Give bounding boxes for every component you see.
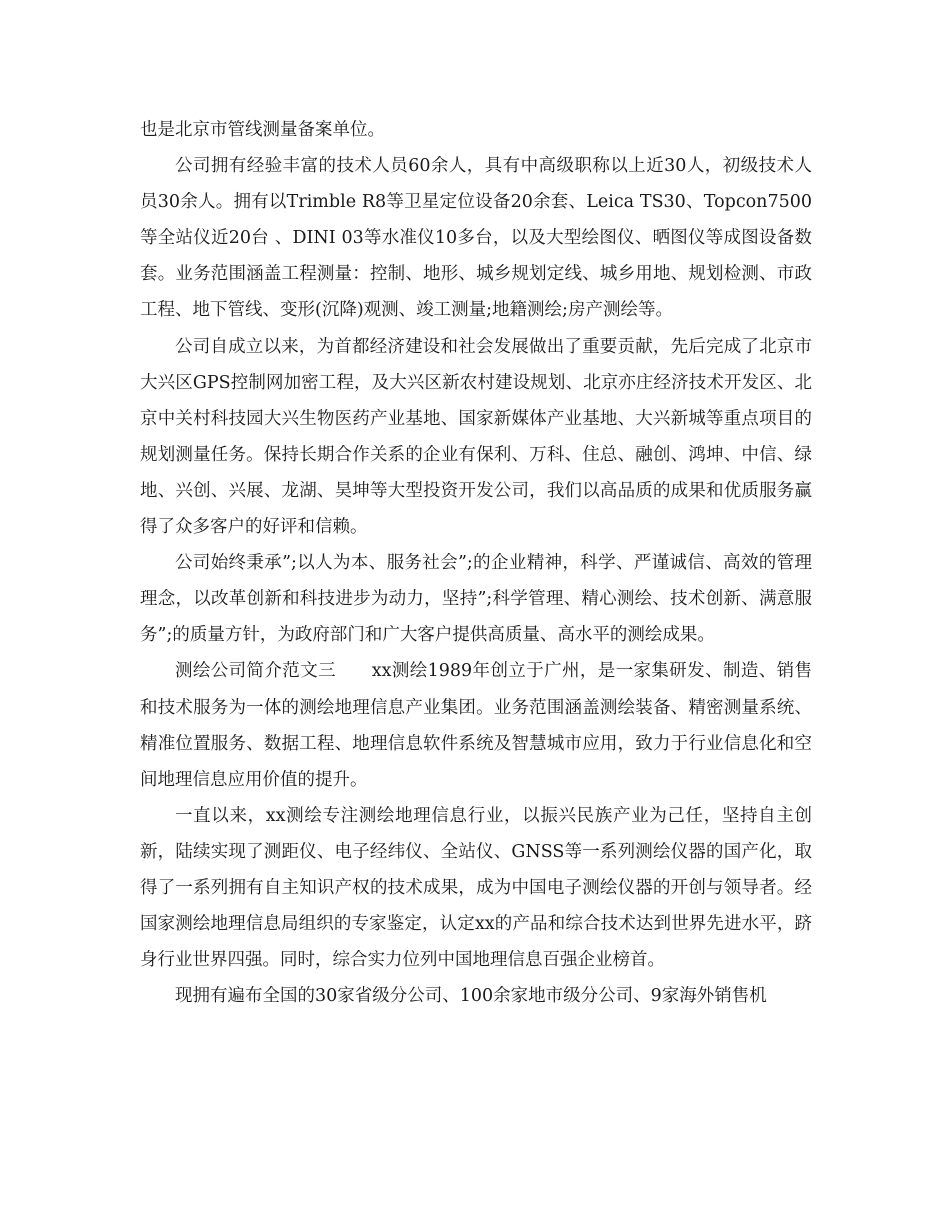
- paragraph-sample-three: 测绘公司简介范文三 xx测绘1989年创立于广州，是一家集研发、制造、销售和技术服务为一体的测绘地理信息产业集团。业务范围涵盖测绘装备、精密测量系统、精准位置服务、数据工程、地理信息软件系统及智慧城市应用，致力于行业信息化和空间地理信息应用价值的提升。: [140, 661, 812, 790]
- document-body: [140, 112, 812, 1014]
- paragraph-innovation: 一直以来，xx测绘专注测绘地理信息行业，以振兴民族产业为己任，坚持自主创新，陆续实现了测距仪、电子经纬仪、全站仪、GNSS等一系列测绘仪器的国产化，取得了一系列拥有自主知识产权的技术成果，成为中国电子测绘仪器的开创与领导者。经国家测绘地理信息局组织的专家鉴定，认定xx的产品和综合技术达到世界先进水平，跻身行业世界四强。同时，综合实力位列中国地理信息百强企业榜首。: [140, 805, 812, 971]
- paragraph-staff-equipment: 公司拥有经验丰富的技术人员60余人，具有中高级职称以上近30人，初级技术人员30余人。拥有以Trimble R8等卫星定位设备20余套、Leica TS30、Topcon7500等全站仪近20台 、DINI 03等水准仪10多台，以及大型绘图仪、晒图仪等成图设备数套。业务范围涵盖工程测量：控制、地形、城乡规划定线、城乡用地、规划检测、市政工程、地下管线、变形(沉降)观测、竣工测量;地籍测绘;房产测绘等。: [140, 156, 812, 321]
- paragraph-achievements: 公司自成立以来，为首都经济建设和社会发展做出了重要贡献，先后完成了北京市大兴区GPS控制网加密工程，及大兴区新农村建设规划、北京亦庄经济技术开发区、北京中关村科技园大兴生物医药产业基地、国家新媒体产业基地、大兴新城等重点项目的规划测量任务。保持长期合作关系的企业有保利、万科、住总、融创、鸿坤、中信、绿地、兴创、兴展、龙湖、昊坤等大型投资开发公司，我们以高品质的成果和优质服务赢得了众多客户的好评和信赖。: [140, 336, 812, 538]
- paragraph-philosophy: 公司始终秉承”;以人为本、服务社会”;的企业精神，科学、严谨诚信、高效的管理理念，以改革创新和科技进步为动力，坚持”;科学管理、精心测绘、技术创新、满意服务”;的质量方针，为政府部门和广大客户提供高质量、高水平的测绘成果。: [140, 553, 812, 646]
- paragraph-branches: 现拥有遍布全国的30家省级分公司、100余家地市级分公司、9家海外销售机: [175, 986, 767, 1007]
- paragraph-continuation: 也是北京市管线测量备案单位。: [140, 120, 385, 140]
